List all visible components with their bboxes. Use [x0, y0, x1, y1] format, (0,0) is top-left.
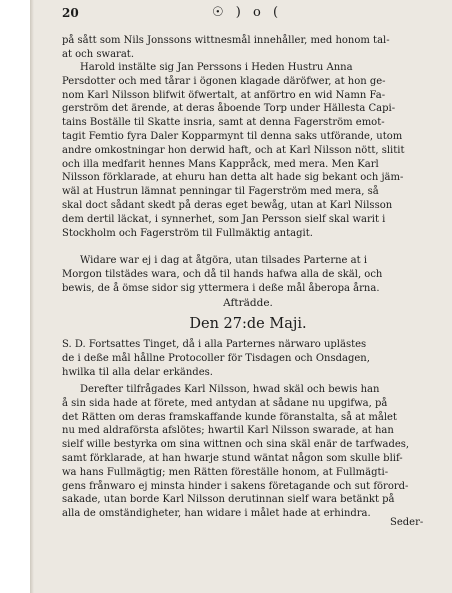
header-ornament: ☉ ) o ( — [212, 5, 283, 20]
paragraph-5: Derefter tilfrågades Karl Nilsson, hwad skäl och bewis han å sin sida hade at förete, med antydan at sådane nu upgifwa, på det Rätten om deras framskaffande kunde föranstalta, så at målet nu med aldraförsta afslötes; hwartil Karl Nilsson swarade, at han sielf wille bestyrka om sina wittnen och sina skäl enär de tarfwades, samt förklarade, at han hwarje stund wäntat någon som skulle blif- wa hans Fullmägtig; men Rätten föreställe honom, at Fullmägti- gens frånwaro ej minsta hinder i sakens företagande och sut förord- sakade, utan borde Karl Nilsson derutinnan sielf wara betänkt på alla de omständigheter, han widare i målet hade at erhindra. — [62, 384, 410, 520]
binding-shadow — [30, 0, 34, 593]
page-number: 20 — [62, 6, 79, 20]
section-closing: Afträdde. — [223, 297, 273, 309]
paragraph-3: Widare war ej i dag at åtgöra, utan tilsades Parterne at i Morgon tilstädes wara, och då til hands hafwa alla de skäl, och bewis, de å ömse sidor sig yttermera i deße mål åberopa årna. — [62, 255, 383, 294]
page-header — [62, 6, 434, 24]
paragraph-2: Harold instälte sig Jan Perssons i Heden Hustru Anna Persdotter och med tårar i ögonen klagade däröfwer, at hon ge- nom Karl Nilsson blifwit öfwertalt, at anförtro en wid Namn Fa- gerström det ärende, at deras åboende Torp under Hällesta Capi- tains Boställe til Skatte insria, samt at denna Fagerström emot- tagit Femtio fyra Daler Kopparmynt til denna saks utförande, utom andre omkostningar hon derwid haft, och at Karl Nilsson nött, slitit och illa medfarit hennes Mans Kappråck, med mera. Men Karl Nilsson förklarade, at ehuru han detta alt hade sig bekant och jäm- wäl at Hustrun lämnat penningar til Fagerström med mera, så skal doct sådant skedt på deras eget bewåg, utan at Karl Nilsson dem dertil läckat, i synnerhet, som Jan Persson sielf skal warit i Stockholm och Fagerström til Fullmäktig antagit. — [62, 62, 405, 239]
catchword: Seder- — [390, 517, 424, 528]
paragraph-1: på sått som Nils Jonssons wittnesmål innehåller, med honom tal- at och swarat. — [62, 35, 390, 60]
paragraph-4: S. D. Fortsattes Tinget, då i alla Parternes närwaro uplästes de i deße mål hållne Protocoller för Tisdagen och Onsdagen, hwilka til alla delar erkändes. — [62, 339, 370, 378]
date-heading: Den 27:de Maji. — [189, 316, 307, 332]
